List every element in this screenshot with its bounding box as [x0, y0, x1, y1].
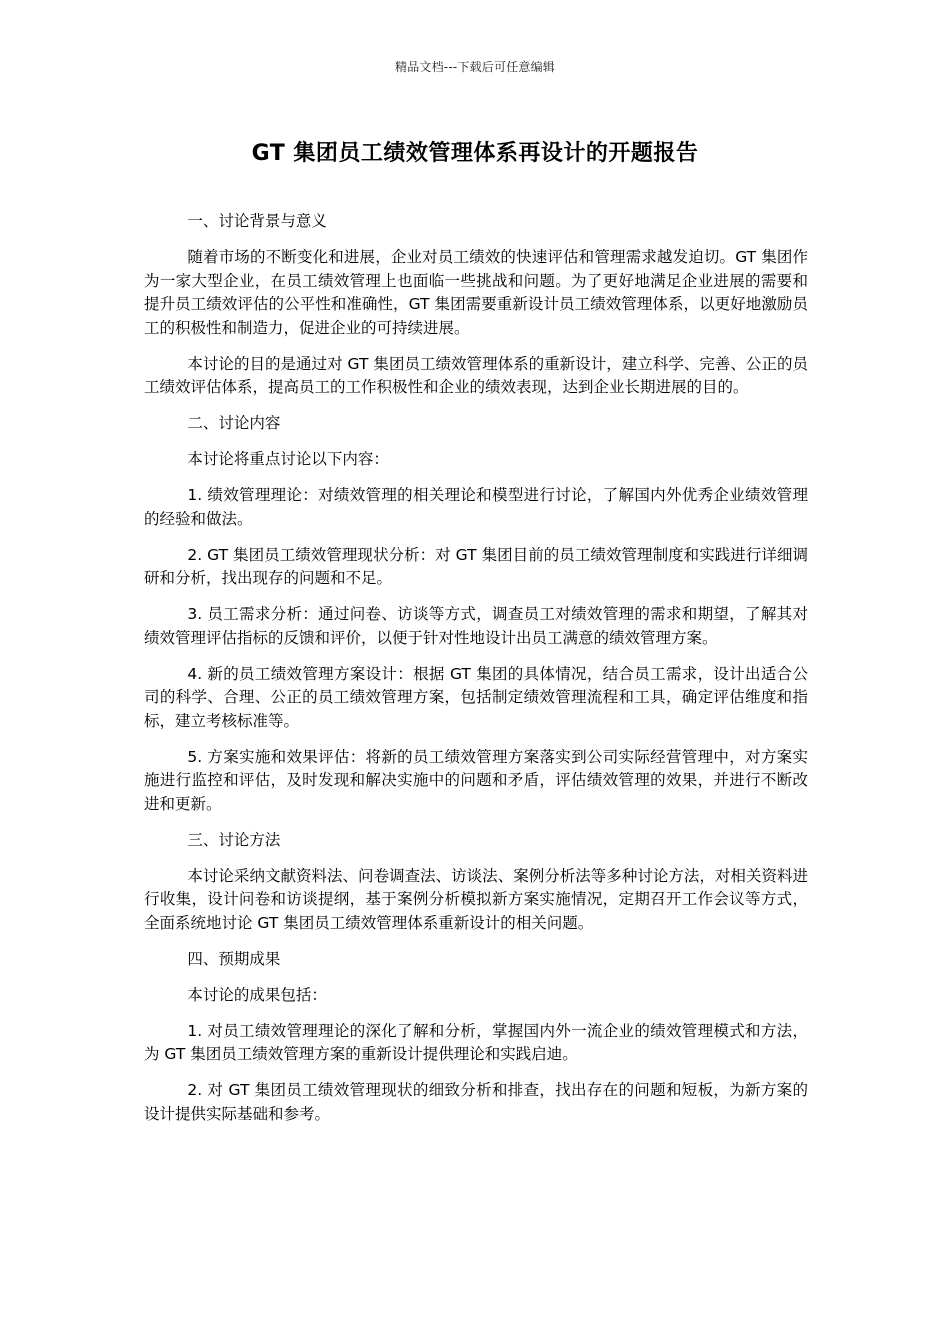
- list-item-content-4: 4. 新的员工绩效管理方案设计：根据 GT 集团的具体情况，结合员工需求，设计出适合公司的科学、合理、公正的员工绩效管理方案，包括制定绩效管理流程和工具，确定评估维度和指标，建立考核标准等。: [144, 664, 808, 730]
- header-note: 精品文档---下载后可任意编辑: [395, 60, 555, 74]
- paragraph-method: 本讨论采纳文献资料法、问卷调查法、访谈法、案例分析法等多种讨论方法，对相关资料进行收集，设计问卷和访谈提纲，基于案例分析模拟新方案实施情况，定期召开工作会议等方式，全面系统地讨论 GT 集团员工绩效管理体系重新设计的相关问题。: [144, 866, 808, 932]
- list-item-results-1: 1. 对员工绩效管理理论的深化了解和分析，掌握国内外一流企业的绩效管理模式和方法，为 GT 集团员工绩效管理方案的重新设计提供理论和实践启迪。: [144, 1021, 808, 1063]
- list-item-content-1: 1. 绩效管理理论：对绩效管理的相关理论和模型进行讨论，了解国内外优秀企业绩效管理的经验和做法。: [144, 486, 808, 528]
- paragraph-background: 随着市场的不断变化和进展，企业对员工绩效的快速评估和管理需求越发迫切。GT 集团作为一家大型企业，在员工绩效管理上也面临一些挑战和问题。为了更好地满足企业进展的需要和提升员工绩效评估的公平性和准确性，GT 集团需要重新设计员工绩效管理体系，以更好地激励员工的积极性和制造力，促进企业的可持续进展。: [144, 248, 808, 337]
- list-item-content-5: 5. 方案实施和效果评估：将新的员工绩效管理方案落实到公司实际经营管理中，对方案实施进行监控和评估，及时发现和解决实施中的问题和矛盾，评估绩效管理的效果，并进行不断改进和更新。: [144, 747, 808, 813]
- paragraph-content-intro: 本讨论将重点讨论以下内容：: [187, 450, 389, 468]
- list-item-results-2: 2. 对 GT 集团员工绩效管理现状的细致分析和排查，找出存在的问题和短板，为新方案的设计提供实际基础和参考。: [144, 1081, 808, 1123]
- paragraph-results-intro: 本讨论的成果包括：: [187, 985, 327, 1004]
- document-body: [144, 210, 808, 1139]
- section-heading-results: 四、预期成果: [187, 949, 281, 968]
- section-heading-content: 二、讨论内容: [187, 414, 281, 432]
- section-heading-method: 三、讨论方法: [187, 830, 281, 849]
- list-item-content-3: 3. 员工需求分析：通过问卷、访谈等方式，调查员工对绩效管理的需求和期望，了解其对绩效管理评估指标的反馈和评价，以便于针对性地设计出员工满意的绩效管理方案。: [144, 605, 808, 647]
- paragraph-purpose: 本讨论的目的是通过对 GT 集团员工绩效管理体系的重新设计，建立科学、完善、公正的员工绩效评估体系，提高员工的工作积极性和企业的绩效表现，达到企业长期进展的目的。: [144, 354, 808, 396]
- document-title: GT 集团员工绩效管理体系再设计的开题报告: [251, 141, 699, 166]
- list-item-content-2: 2. GT 集团员工绩效管理现状分析：对 GT 集团目前的员工绩效管理制度和实践进行详细调研和分析，找出现存的问题和不足。: [144, 545, 808, 587]
- section-heading-background: 一、讨论背景与意义: [187, 212, 327, 230]
